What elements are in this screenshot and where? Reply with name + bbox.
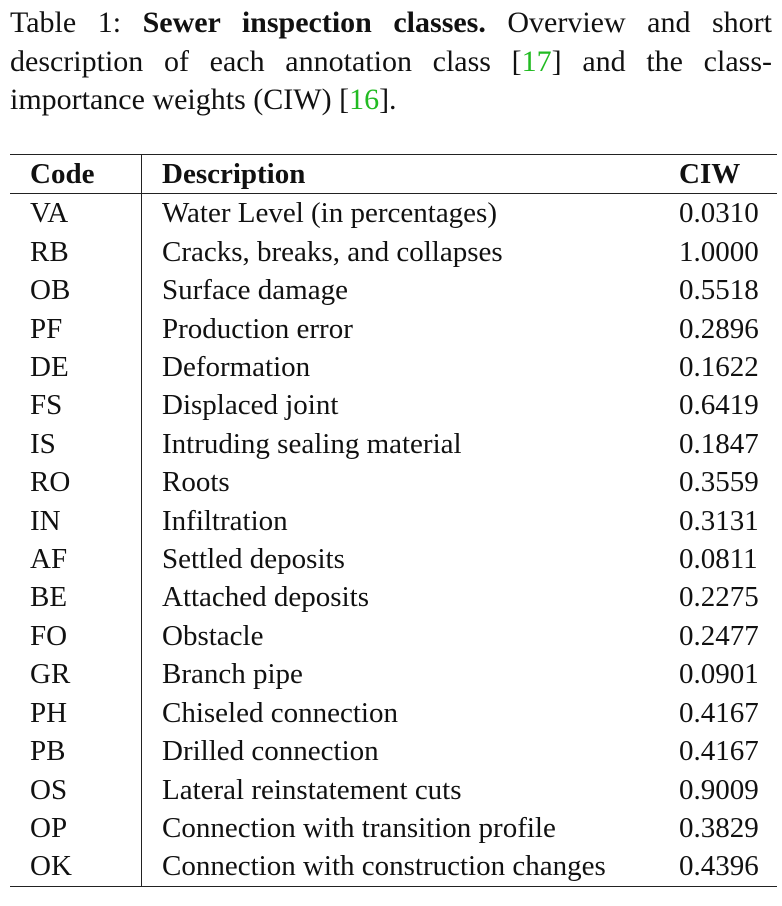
- cell-description: Obstacle: [162, 619, 264, 652]
- cell-code: PH: [10, 694, 142, 732]
- cell-ciw: 0.3559: [679, 466, 759, 499]
- cell-description: Deformation: [162, 351, 311, 384]
- table-row: [10, 463, 777, 501]
- cell-description: Cracks, breaks, and collapses: [162, 235, 503, 268]
- cell-code: OP: [10, 809, 142, 847]
- cell-description: Surface damage: [162, 274, 348, 307]
- cell-ciw: 0.6419: [679, 389, 759, 422]
- table-row: [10, 655, 777, 693]
- cell-code: OK: [10, 847, 142, 886]
- cell-description: Attached deposits: [162, 581, 369, 614]
- table-row: [10, 502, 777, 540]
- sewer-classes-table-container: [10, 154, 777, 887]
- cell-code: DE: [10, 348, 142, 386]
- citation-link-17[interactable]: 17: [521, 44, 552, 78]
- header-description: Description: [162, 158, 306, 190]
- table-row: [10, 694, 777, 732]
- cell-code: FS: [10, 386, 142, 424]
- cell-description: Roots: [162, 466, 230, 499]
- table-caption: Table 1: Sewer inspection classes. Overview and short description of each annotation class [17] and the class-importance weights (CIW) [16].: [10, 6, 773, 116]
- cell-code: PB: [10, 732, 142, 770]
- cell-code: OS: [10, 771, 142, 809]
- header-ciw: CIW: [679, 158, 741, 190]
- cell-code: VA: [10, 194, 142, 233]
- table-row: [10, 847, 777, 886]
- cell-ciw: 0.0310: [679, 197, 759, 230]
- cell-description: Connection with construction changes: [162, 850, 606, 883]
- cell-ciw: 0.5518: [679, 274, 759, 307]
- table-row: [10, 617, 777, 655]
- citation-link-16[interactable]: 16: [349, 83, 380, 116]
- table-row: [10, 809, 777, 847]
- table-row: [10, 732, 777, 770]
- table-body: [10, 194, 777, 886]
- cell-ciw: 0.1622: [679, 351, 759, 384]
- table-row: [10, 578, 777, 616]
- caption-label: Table 1:: [10, 6, 122, 39]
- table-row: [10, 425, 777, 463]
- cell-description: Branch pipe: [162, 658, 303, 691]
- cell-ciw: 0.1847: [679, 427, 759, 460]
- cell-description: Production error: [162, 312, 353, 345]
- cell-ciw: 1.0000: [679, 235, 759, 268]
- sewer-classes-table: [10, 154, 777, 887]
- header-code: Code: [10, 155, 142, 194]
- cell-ciw: 0.2896: [679, 312, 759, 345]
- cell-code: PF: [10, 310, 142, 348]
- caption-text-b: and the class-importance weights (CIW): [10, 44, 772, 116]
- table-row: [10, 233, 777, 271]
- cell-description: Connection with transition profile: [162, 811, 556, 844]
- cell-code: BE: [10, 578, 142, 616]
- cell-ciw: 0.9009: [679, 773, 759, 806]
- cell-ciw: 0.4167: [679, 735, 759, 768]
- table-row: [10, 771, 777, 809]
- table-row: [10, 540, 777, 578]
- cell-description: Displaced joint: [162, 389, 339, 422]
- cell-description: Drilled connection: [162, 735, 379, 768]
- cell-ciw: 0.4396: [679, 850, 759, 883]
- cell-ciw: 0.2275: [679, 581, 759, 614]
- cell-ciw: 0.3131: [679, 504, 759, 537]
- table-row: [10, 310, 777, 348]
- cell-code: OB: [10, 271, 142, 309]
- cell-ciw: 0.4167: [679, 696, 759, 729]
- cell-code: RB: [10, 233, 142, 271]
- table-header-row: [10, 155, 777, 194]
- cell-ciw: 0.0901: [679, 658, 759, 691]
- cell-description: Settled deposits: [162, 543, 345, 576]
- cell-ciw: 0.0811: [679, 543, 758, 576]
- cell-ciw: 0.2477: [679, 619, 759, 652]
- cell-description: Infiltration: [162, 504, 288, 537]
- cell-description: Intruding sealing material: [162, 427, 462, 460]
- caption-text-a: Overview and short description of each annotation class: [10, 6, 773, 78]
- table-row: [10, 348, 777, 386]
- cell-code: FO: [10, 617, 142, 655]
- cell-code: GR: [10, 655, 142, 693]
- cell-description: Chiseled connection: [162, 696, 398, 729]
- table-row: [10, 271, 777, 309]
- cell-ciw: 0.3829: [679, 811, 759, 844]
- cell-code: IN: [10, 502, 142, 540]
- cell-code: RO: [10, 463, 142, 501]
- caption-title: Sewer inspection classes.: [142, 6, 486, 39]
- cell-code: IS: [10, 425, 142, 463]
- table-row: [10, 194, 777, 233]
- cell-description: Water Level (in percentages): [162, 197, 498, 230]
- table-row: [10, 386, 777, 424]
- cell-description: Lateral reinstatement cuts: [162, 773, 462, 806]
- cell-code: AF: [10, 540, 142, 578]
